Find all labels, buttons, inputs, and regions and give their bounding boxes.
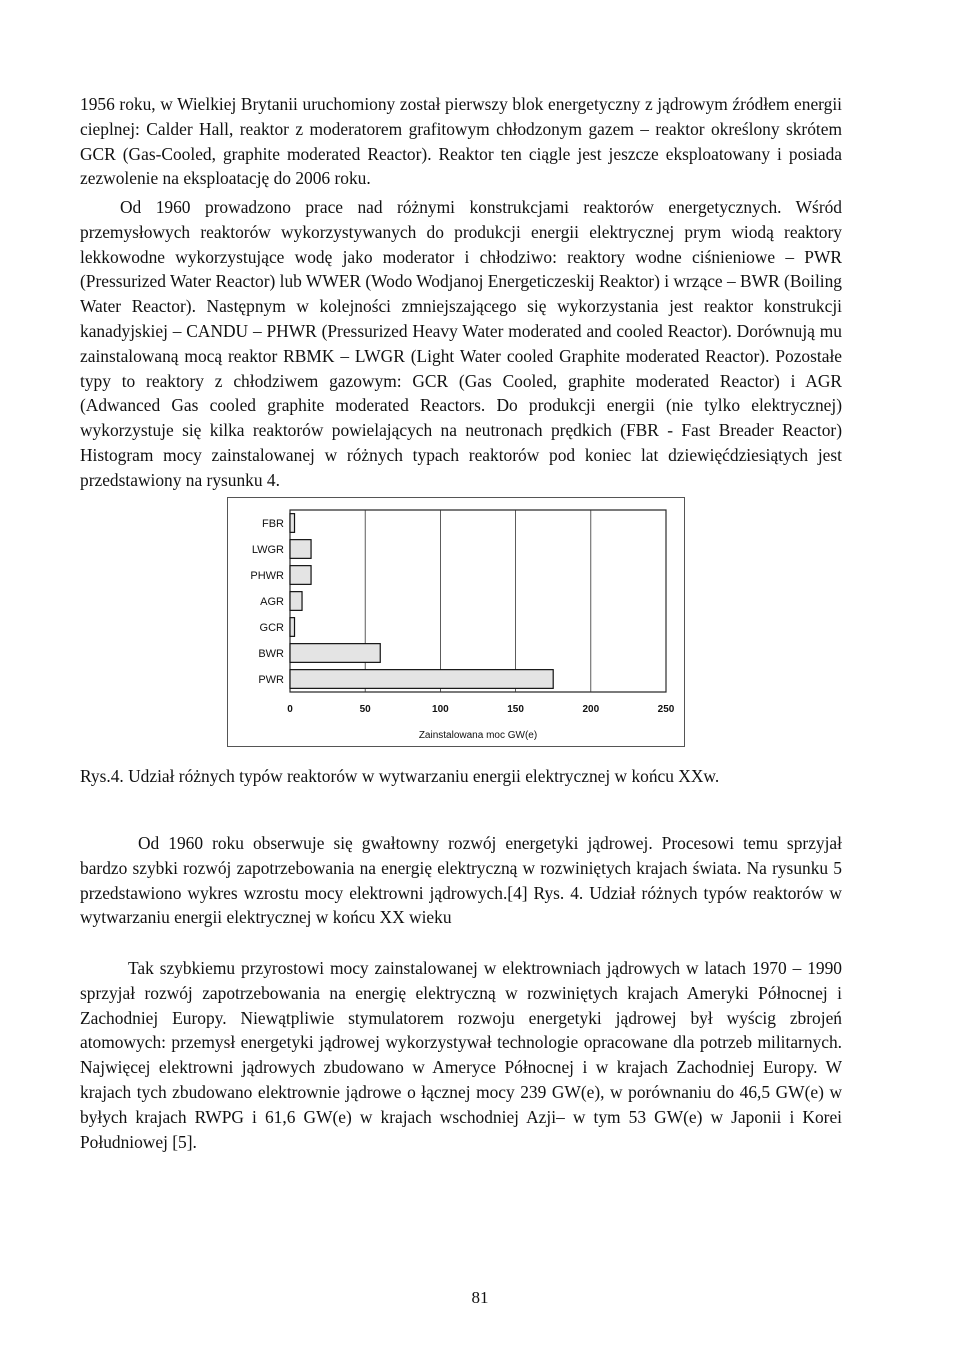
chart-grid [290,510,666,692]
paragraph-growth: Od 1960 roku obserwuje się gwałtowny rozwój energetyki jądrowej. Procesowi temu sprzyjał bardzo szybki rozwój zapotrzebowania na energię elektryczną w rozwiniętych krajach świata. Na rysunku 5 przedstawiono wykres wzrostu mocy elektrowni jądrowych.[4] Rys. 4. Udział różnych typów reaktorów w wytwarzaniu energii elektrycznej w końcu XX wieku [80,833,842,928]
chart-category-label: AGR [260,596,284,608]
figure-caption: Rys.4. Udział różnych typów reaktorów w wytwarzaniu energii elektrycznej w końcu XXw. [80,766,720,786]
chart-category-label: GCR [259,622,284,634]
chart-category-label: BWR [258,648,284,660]
chart-svg [228,498,686,748]
chart-bar-agr [290,592,302,611]
page-number: 81 [471,1288,489,1307]
chart-x-tick-label: 150 [507,704,524,715]
chart-x-ticks [287,704,675,715]
chart-x-tick-label: 0 [287,704,293,715]
paragraph-calder-hall: 1956 roku, w Wielkiej Brytanii uruchomiony został pierwszy blok energetyczny z jądrowym źródłem energii cieplnej: Calder Hall, reaktor z moderatorem grafitowym chłodzonym gazem – reaktor określony skrótem GCR (Gas-Cooled, graphite moderated Reactor). Reaktor ten ciągle jest jeszcze eksploatowany i posiada zezwolenie na eksploatację do 2006 roku. [80,94,842,189]
paragraph-reactor-types: Od 1960 prowadzono prace nad różnymi konstrukcjami reaktorów energetycznych. Wśród przemysłowych reaktorów wykorzystywanych do produkcji energii elektrycznej prym wiodą reaktory lekkowodne wykorzystujące wodę jako moderator i chłodziwo: reaktory wodne ciśnieniowe – PWR (Pressurized Water Reactor) lub WWER (Wodo Wodjanoj Energeticzeskij Reaktor) i wrzące – BWR (Boiling Water Reactor). Następnym w kolejności zmniejszającego się wykorzystania jest reaktor konstrukcji kanadyjskiej – CANDU – PHWR (Pressurized Heavy Water moderated and cooled Reactor). Dorównują mu zainstalowaną mocą reaktor RBMK – LWGR (Light Water cooled Graphite moderated Reactor). Pozostałe typy to reaktory z chłodziwem gazowym: GCR (Gas Cooled, graphite moderated Reactor) i AGR (Adwanced Gas cooled graphite moderated Reactors. Do produkcji energii (nie tylko elektrycznej) wykorzystuje się kilka reaktorów powielających na neutronach prędkich (FBR - Fast Breader Reactor) Histogram mocy zainstalowanej w różnych typach reaktorów pod koniec lat dziewięćdziesiątych jest przedstawiony na rysunku 4. [80,197,842,490]
chart-plot-area [290,510,666,692]
chart-bar-lwgr [290,540,311,559]
chart-x-tick-label: 50 [359,704,371,715]
chart-bar-pwr [290,670,553,689]
reactor-types-chart [227,497,685,747]
chart-category-labels [250,518,284,686]
chart-category-label: PHWR [250,570,284,582]
chart-bars [290,514,553,689]
chart-bar-phwr [290,566,311,585]
chart-bar-bwr [290,644,380,663]
chart-x-tick-label: 200 [582,704,600,715]
paragraph-installed-capacity: Tak szybkiemu przyrostowi mocy zainstalowanej w elektrowniach jądrowych w latach 1970 – 1990 sprzyjał rozwój zapotrzebowania na energię elektryczną w rozwiniętych krajach Ameryki Północnej i Zachodniej Europy. Niewątpliwie stymulatorem rozwoju energetyki jądrowej był wyścig zbrojeń atomowych: przemysł energetyki jądrowej wykorzystywał technologie opracowane dla potrzeb militarnych. Najwięcej elektrowni jądrowych zbudowano w Ameryce Północnej i w krajach Zachodniej Europy. W krajach tych zbudowano elektrownie jądrowe o łącznej mocy 239 GW(e), w porównaniu do 46,5 GW(e) w byłych krajach RWPG i 61,6 GW(e) w krajach wschodniej Azji– w tym 53 GW(e) w Japonii i Korei Południowej [5]. [80,958,842,1152]
chart-x-axis-label: Zainstalowana moc GW(e) [418,730,538,741]
chart-category-label: FBR [262,518,284,530]
chart-category-label: PWR [258,674,284,686]
chart-x-tick-label: 100 [432,704,449,715]
chart-category-label: LWGR [251,544,284,556]
chart-bar-gcr [290,618,295,637]
chart-x-tick-label: 250 [657,704,675,715]
chart-bar-fbr [290,514,295,533]
